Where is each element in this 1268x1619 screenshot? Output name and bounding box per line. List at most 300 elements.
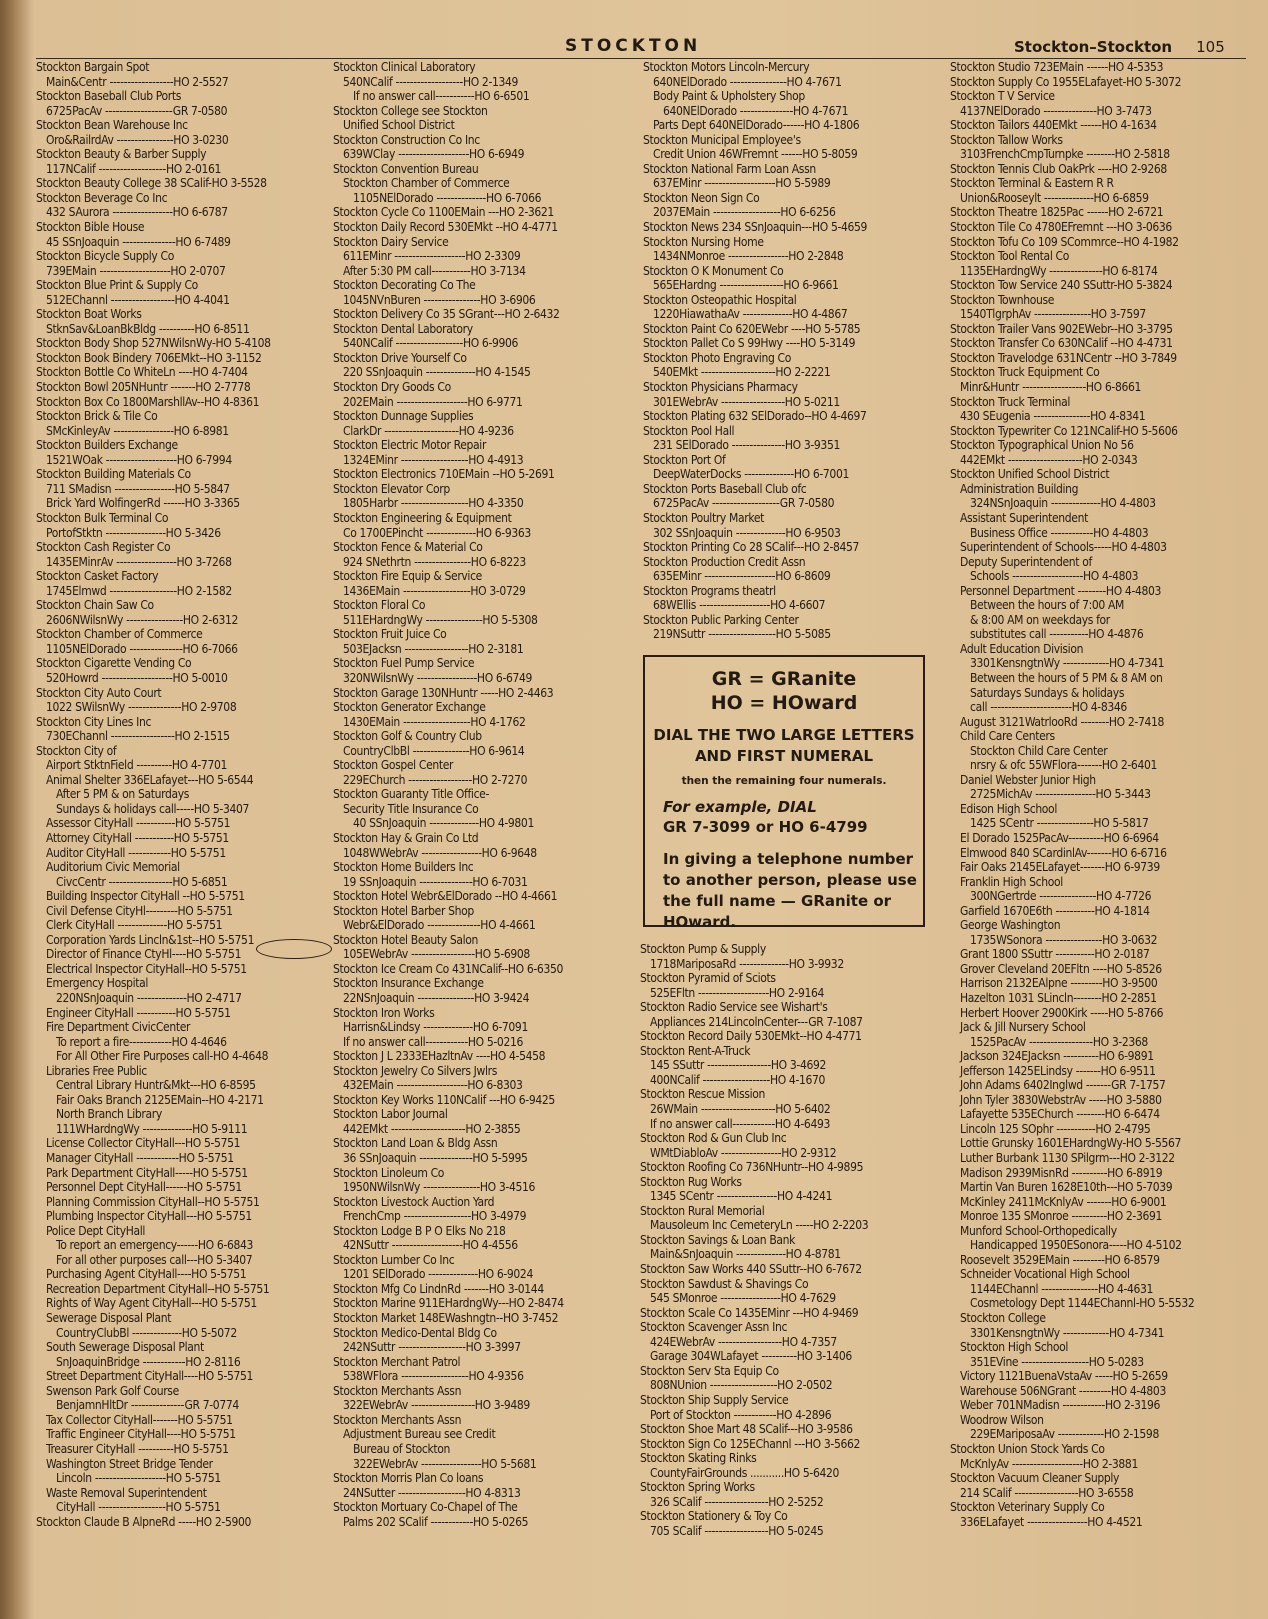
listing-line: Unified School District xyxy=(343,118,455,133)
listing-line: 326 SCalif ------------------HO 2-5252 xyxy=(650,1494,824,1509)
listing-line: Stockton Ports Baseball Club ofc xyxy=(643,481,807,496)
listing-line: Stockton Baseball Club Ports xyxy=(36,89,182,104)
listing-line: 1540TlgrphAv ----------------HO 3-7597 xyxy=(960,307,1146,322)
listing-line: Lincoln 125 SOphr -----------HO 2-4795 xyxy=(960,1121,1151,1136)
listing-line: 1135EHardngWy ---------------HO 6-8174 xyxy=(960,263,1158,278)
listing-line: Stockton Medico-Dental Bldg Co xyxy=(333,1325,497,1340)
listing-line: Personnel Dept CityHall------HO 5-5751 xyxy=(46,1180,242,1195)
listing-line: StknSav&LoanBkBldg ----------HO 6-8511 xyxy=(46,321,250,336)
listing-line: Stockton Builders Exchange xyxy=(36,438,178,453)
listing-line: Stockton Typewriter Co 121NCalif-HO 5-5606 xyxy=(950,423,1178,438)
listing-line: Stockton College xyxy=(960,1311,1046,1326)
listing-line: Fair Oaks 2145ELafayet-------HO 6-9739 xyxy=(960,860,1160,875)
listing-line: Personnel Department --------HO 4-4803 xyxy=(960,583,1162,598)
listing-line: Manager CityHall ------------HO 5-5751 xyxy=(46,1151,234,1166)
listing-line: Stockton O K Monument Co xyxy=(643,263,784,278)
listing-line: Union&Rooseylt --------------HO 6-6859 xyxy=(960,190,1149,205)
listing-line: Stockton Lumber Co Inc xyxy=(333,1252,455,1267)
listing-line: Stockton Bulk Terminal Co xyxy=(36,510,169,525)
listing-line: Stockton Iron Works xyxy=(333,1005,435,1020)
listing-line: Stockton Travelodge 631NCentr --HO 3-7849 xyxy=(950,350,1177,365)
listing-line: Purchasing Agent CityHall----HO 5-5751 xyxy=(46,1267,247,1282)
listing-line: Roosevelt 3529EMain ---------HO 6-8579 xyxy=(960,1252,1160,1267)
listing-line: Swenson Park Golf Course xyxy=(46,1383,179,1398)
listing-line: Daniel Webster Junior High xyxy=(960,772,1096,787)
listing-line: Stockton Tile Co 4780EFremnt ---HO 3-0636 xyxy=(950,220,1172,235)
listing-line: Stockton Pyramid of Sciots xyxy=(640,971,776,986)
listing-line: Stockton Serv Sta Equip Co xyxy=(640,1363,779,1378)
listing-line: 105EWebrAv ------------------HO 5-6908 xyxy=(343,947,530,962)
listing-line: Stockton Hay & Grain Co Ltd xyxy=(333,830,479,845)
listing-line: Stockton Radio Service see Wishart's xyxy=(640,1000,828,1015)
listing-line: SMcKinleyAv -----------------HO 6-8981 xyxy=(46,423,229,438)
listing-line: Stockton Supply Co 1955ELafayet-HO 5-3072 xyxy=(950,74,1182,89)
listing-line: Mausoleum Inc CemeteryLn -----HO 2-2203 xyxy=(650,1218,869,1233)
listing-line: 1525PacAv ------------------HO 3-2368 xyxy=(970,1034,1148,1049)
listing-line: Madison 2939MisnRd ----------HO 6-8919 xyxy=(960,1165,1163,1180)
listing-line: Stockton Cigarette Vending Co xyxy=(36,656,192,671)
listing-line: DeepWaterDocks --------------HO 6-7001 xyxy=(653,467,849,482)
listing-line: Stockton Municipal Employee's xyxy=(643,132,801,147)
listing-line: Stockton Merchants Assn xyxy=(333,1412,462,1427)
listing-line: Stockton J L 2333EHazltnAv ----HO 4-5458 xyxy=(333,1049,546,1064)
listing-line: Recreation Department CityHall--HO 5-5751 xyxy=(46,1281,270,1296)
listing-line: 336ELafayet -----------------HO 4-4521 xyxy=(960,1514,1143,1529)
listing-line: Jack & Jill Nursery School xyxy=(960,1020,1086,1035)
listing-line: John Tyler 3830WebstrAv -----HO 3-5880 xyxy=(960,1092,1162,1107)
listing-line: FrenchCmp -------------------HO 3-4979 xyxy=(343,1209,527,1224)
listing-line: 540NCalif -------------------HO 6-9906 xyxy=(343,336,519,351)
listing-line: Stockton Hotel Beauty Salon xyxy=(333,932,479,947)
listing-line: Stockton Rod & Gun Club Inc xyxy=(640,1131,787,1146)
listing-line: Washington Street Bridge Tender xyxy=(46,1456,213,1471)
listing-line: Stockton Pool Hall xyxy=(643,423,735,438)
listing-line: 924 SNethrtn ----------------HO 6-8223 xyxy=(343,554,526,569)
listing-line: Stockton Bicycle Supply Co xyxy=(36,249,174,264)
listing-line: 3301KensngtnWy -------------HO 4-7341 xyxy=(970,1325,1165,1340)
listing-line: 2037EMain -------------------HO 6-6256 xyxy=(653,205,836,220)
listing-line: Stockton Elevator Corp xyxy=(333,481,450,496)
listing-line: Co 1700EPincht --------------HO 6-9363 xyxy=(343,525,531,540)
listing-line: Stockton Rural Memorial xyxy=(640,1203,765,1218)
listing-line: Stockton Plating 632 SElDorado--HO 4-4697 xyxy=(643,409,867,424)
listing-line: Harrison 2132EAlpne ---------HO 3-9500 xyxy=(960,976,1158,991)
listing-line: Stockton Boat Works xyxy=(36,307,142,322)
listing-line: Libraries Free Public xyxy=(46,1063,147,1078)
listing-line: 4137NElDorado ---------------HO 3-7473 xyxy=(960,103,1152,118)
listing-line: Brick Yard WolfingerRd ------HO 3-3365 xyxy=(46,496,240,511)
section-range: Stockton–Stockton xyxy=(1014,38,1173,56)
listing-line: Business Office ------------HO 4-4803 xyxy=(970,525,1149,540)
listing-line: Park Department CityHall-----HO 5-5751 xyxy=(46,1165,248,1180)
listing-line: 1521WOak --------------------HO 6-7994 xyxy=(46,452,232,467)
listing-column-2 xyxy=(333,60,623,1529)
listing-line: Minr&Huntr ------------------HO 6-8661 xyxy=(960,380,1142,395)
listing-line: Stockton Lodge B P O Elks No 218 xyxy=(333,1223,506,1238)
listing-line: 639WClay --------------------HO 6-6949 xyxy=(343,147,525,162)
listing-line: 711 SMadisn -----------------HO 5-5847 xyxy=(46,481,230,496)
listing-line: 1022 SWilsnWy ---------------HO 2-9708 xyxy=(46,700,237,715)
listing-line: 300NGertrde ----------------HO 4-7726 xyxy=(970,889,1152,904)
listing-line: Stockton Insurance Exchange xyxy=(333,976,484,991)
listing-line: Between the hours of 5 PM & 8 AM on xyxy=(970,670,1163,685)
listing-line: McKinley 2411McKnlyAv -------HO 6-9001 xyxy=(960,1194,1167,1209)
listing-line: Stockton Labor Journal xyxy=(333,1107,448,1122)
listing-line: 808NUnion -------------------HO 2-0502 xyxy=(650,1378,833,1393)
listing-line: Stockton Pump & Supply xyxy=(640,942,766,956)
listing-line: BenjamnHltDr ---------------GR 7-0774 xyxy=(56,1398,239,1413)
listing-line: Franklin High School xyxy=(960,874,1063,889)
listing-line: Planning Commission CityHall--HO 5-5751 xyxy=(46,1194,260,1209)
listing-line: Stockton Blue Print & Supply Co xyxy=(36,278,198,293)
listing-line: Stockton Tallow Works xyxy=(950,132,1063,147)
listing-line: Stockton Sawdust & Shavings Co xyxy=(640,1276,809,1291)
listing-line: Assessor CityHall -----------HO 5-5751 xyxy=(46,816,231,831)
listing-line: 202EMain --------------------HO 6-9771 xyxy=(343,394,523,409)
listing-line: 324NSnJoaquin --------------HO 4-4803 xyxy=(970,496,1156,511)
listing-line: Stockton Mfg Co LindnRd -------HO 3-0144 xyxy=(333,1281,544,1296)
listing-line: Stockton Casket Factory xyxy=(36,569,159,584)
listing-line: Superintendent of Schools-----HO 4-4803 xyxy=(960,540,1167,555)
listing-line: Victory 1121BuenaVstaAv -----HO 5-2659 xyxy=(960,1369,1168,1384)
listing-line: 525EFltn --------------------HO 2-9164 xyxy=(650,985,825,1000)
listing-line: Animal Shelter 336ELafayet---HO 5-6544 xyxy=(46,772,254,787)
listing-line: Appliances 214LincolnCenter---GR 7-1087 xyxy=(650,1014,863,1029)
listing-line: Webr&ElDorado ---------------HO 4-4661 xyxy=(343,918,536,933)
listing-line: 242NSuttr -------------------HO 3-3997 xyxy=(343,1340,521,1355)
listing-line: 19 SSnJoaquin ---------------HO 6-7031 xyxy=(343,874,528,889)
listing-line: call -----------------------HO 4-8346 xyxy=(970,700,1127,715)
listing-line: 432EMain --------------------HO 6-8303 xyxy=(343,1078,523,1093)
notice-example-numbers: GR 7-3099 or HO 6-4799 xyxy=(663,818,868,836)
listing-line: Stockton Motors Lincoln-Mercury xyxy=(643,60,810,74)
listing-line: Garfield 1670E6th -----------HO 4-1814 xyxy=(960,903,1150,918)
listing-line: 1434NMonroe -----------------HO 2-2848 xyxy=(653,249,844,264)
listing-line: Stockton Tool Rental Co xyxy=(950,249,1069,264)
notice-granite: GR = GRanite xyxy=(711,668,857,690)
listing-line: Luther Burbank 1130 SPilgrm---HO 2-3122 xyxy=(960,1151,1175,1166)
listing-line: 3301KensngtnWy -------------HO 4-7341 xyxy=(970,656,1165,671)
listing-line: ClarkDr ---------------------HO 4-9236 xyxy=(343,423,514,438)
listing-line: Stockton Jewelry Co Silvers Jwlrs xyxy=(333,1063,498,1078)
listing-line: 36 SSnJoaquin ---------------HO 5-5995 xyxy=(343,1151,528,1166)
running-head-right xyxy=(1014,38,1225,56)
listing-line: 2725MichAv -----------------HO 5-3443 xyxy=(970,787,1151,802)
listing-line: 1105NElDorado ---------------HO 6-7066 xyxy=(46,641,238,656)
listing-line: 1045NVnBuren ----------------HO 3-6906 xyxy=(343,292,536,307)
listing-line: Stockton Brick & Tile Co xyxy=(36,409,158,424)
listing-line: Stockton City Lines Inc xyxy=(36,714,152,729)
listing-line: 40 SSnJoaquin --------------HO 4-9801 xyxy=(353,816,534,831)
binding-gutter xyxy=(0,0,34,1619)
listing-line: 302 SSnJoaquin --------------HO 6-9503 xyxy=(653,525,841,540)
listing-line: Stockton Engineering & Equipment xyxy=(333,510,512,525)
listing-line: Jefferson 1425ELindsy -------HO 6-9511 xyxy=(960,1063,1156,1078)
listing-line: Administration Building xyxy=(960,481,1079,496)
listing-line: CityHall -------------------HO 5-5751 xyxy=(56,1500,221,1515)
listing-line: License Collector CityHall---HO 5-5751 xyxy=(46,1136,241,1151)
listing-line: Stockton Daily Record 530EMkt --HO 4-4771 xyxy=(333,220,558,235)
listing-line: Stockton Vacuum Cleaner Supply xyxy=(950,1471,1120,1486)
listing-line: Stockton Tofu Co 109 SCommrce--HO 4-1982 xyxy=(950,234,1179,249)
listing-line: Garage 304WLafayet ----------HO 3-1406 xyxy=(650,1349,852,1364)
listing-line: 229EChurch ------------------HO 2-7270 xyxy=(343,772,528,787)
listing-line: 1105NElDorado --------------HO 6-7066 xyxy=(353,190,542,205)
listing-line: North Branch Library xyxy=(56,1107,162,1122)
listing-line: Waste Removal Superintendent xyxy=(46,1485,207,1500)
listing-line: Stockton Merchant Patrol xyxy=(333,1354,461,1369)
listing-line: 400NCalif -------------------HO 4-1670 xyxy=(650,1072,826,1087)
notice-example-label: For example, DIAL xyxy=(663,798,817,816)
listing-line: Stockton Bargain Spot xyxy=(36,60,150,74)
listing-line: Stockton Fuel Pump Service xyxy=(333,656,475,671)
listing-line: 538WFlora -------------------HO 4-9356 xyxy=(343,1369,524,1384)
listing-line: Stockton Bottle Co WhiteLn ----HO 4-7404 xyxy=(36,365,248,380)
listing-line: Schools --------------------HO 4-4803 xyxy=(970,569,1139,584)
listing-line: 1048WWebrAv -----------------HO 6-9648 xyxy=(343,845,537,860)
listing-line: Stockton Convention Bureau xyxy=(333,161,479,176)
listing-line: 442EMkt ---------------------HO 2-3855 xyxy=(343,1121,521,1136)
listing-line: Elmwood 840 SCardinlAv-------HO 6-6716 xyxy=(960,845,1167,860)
listing-column-4 xyxy=(950,60,1240,1529)
listing-line: 1425 SCentr ----------------HO 5-5817 xyxy=(970,816,1149,831)
listing-line: El Dorado 1525PacAv----------HO 6-6964 xyxy=(960,830,1159,845)
listing-line: Stockton Book Bindery 706EMkt--HO 3-1152 xyxy=(36,350,262,365)
listing-line: Stockton Veterinary Supply Co xyxy=(950,1500,1105,1515)
listing-line: Stockton Truck Equipment Co xyxy=(950,365,1100,380)
listing-line: Grover Cleveland 20EFltn ----HO 5-8526 xyxy=(960,961,1162,976)
listing-line: 503EJacksn ------------------HO 2-3181 xyxy=(343,641,524,656)
listing-line: Stockton Morris Plan Co loans xyxy=(333,1471,484,1486)
listing-line: Stockton Port Of xyxy=(643,452,726,467)
listing-line: Stockton Union Stock Yards Co xyxy=(950,1441,1105,1456)
listing-line: 6725PacAv -------------------GR 7-0580 xyxy=(46,103,228,118)
listing-line: George Washington xyxy=(960,918,1061,933)
listing-line: Stockton Unified School District xyxy=(950,467,1110,482)
listing-line: Stockton Terminal & Eastern R R xyxy=(950,176,1114,191)
listing-line: 511EHardngWy ----------------HO 5-5308 xyxy=(343,612,538,627)
listing-line: Stockton Ice Cream Co 431NCalif--HO 6-6350 xyxy=(333,961,564,976)
listing-line: Airport StktnField ----------HO 4-7701 xyxy=(46,758,227,773)
listing-line: 1718MariposaRd --------------HO 3-9932 xyxy=(650,956,844,971)
listing-line: Stockton Scavenger Assn Inc xyxy=(640,1320,788,1335)
listing-line: Stockton Skating Rinks xyxy=(640,1451,757,1466)
listing-line: Adjustment Bureau see Credit xyxy=(343,1427,496,1442)
listing-line: 214 SCalif ------------------HO 3-6558 xyxy=(960,1485,1134,1500)
listing-line: CivcCentr ------------------HO 5-6851 xyxy=(56,874,228,889)
listing-line: Stockton Bean Warehouse Inc xyxy=(36,118,188,133)
listing-line: 1220HiawathaAv --------------HO 4-4867 xyxy=(653,307,848,322)
listing-line: Stockton City Auto Court xyxy=(36,685,162,700)
listing-line: Stockton Building Materials Co xyxy=(36,467,191,482)
listing-line: Stockton City of xyxy=(36,743,117,758)
listing-line: nrsry & ofc 55WFlora-------HO 2-6401 xyxy=(970,758,1157,773)
listing-line: Stockton Saw Works 440 SSuttr--HO 6-7672 xyxy=(640,1262,862,1277)
page-header xyxy=(0,36,1268,58)
listing-line: 301EWebrAv ------------------HO 5-0211 xyxy=(653,394,840,409)
listing-line: Stockton Drive Yourself Co xyxy=(333,350,467,365)
listing-line: 1805Harbr -------------------HO 4-3350 xyxy=(343,496,524,511)
listing-line: 565EHardng ------------------HO 6-9661 xyxy=(653,278,839,293)
listing-line: 432 SAurora -----------------HO 6-6787 xyxy=(46,205,228,220)
listing-line: Stockton Mortuary Co-Chapel of The xyxy=(333,1500,518,1515)
listing-line: To report an emergency------HO 6-6843 xyxy=(56,1238,254,1253)
listing-line: Stockton Townhouse xyxy=(950,292,1055,307)
listing-line: Stockton Transfer Co 630NCalif --HO 4-4731 xyxy=(950,336,1173,351)
listing-column-3 xyxy=(643,60,928,642)
listing-line: Stockton Livestock Auction Yard xyxy=(333,1194,495,1209)
listing-line: Security Title Insurance Co xyxy=(343,801,479,816)
listing-line: Attorney CityHall -----------HO 5-5751 xyxy=(46,830,229,845)
listing-line: Stockton Theatre 1825Pac ------HO 2-6721 xyxy=(950,205,1164,220)
listing-line: Civil Defense CityHl---------HO 5-5751 xyxy=(46,903,233,918)
listing-line: Stockton Rent-A-Truck xyxy=(640,1043,751,1058)
listing-line: Stockton Dairy Service xyxy=(333,234,449,249)
listing-line: Stockton Guaranty Title Office- xyxy=(333,787,489,802)
listing-line: Stockton Chamber of Commerce xyxy=(36,627,203,642)
listing-line: WMtDiabloAv -----------------HO 2-9312 xyxy=(650,1145,837,1160)
listing-line: Stockton Electric Motor Repair xyxy=(333,438,487,453)
listing-line: Stockton Floral Co xyxy=(333,598,426,613)
listing-line: Central Library Huntr&Mkt---HO 6-8595 xyxy=(56,1078,256,1093)
listing-line: Stockton Beauty & Barber Supply xyxy=(36,147,207,162)
listing-line: Edison High School xyxy=(960,801,1057,816)
listing-line: Stockton Savings & Loan Bank xyxy=(640,1232,796,1247)
listing-line: Stockton Home Builders Inc xyxy=(333,860,474,875)
listing-line: Handicapped 1950ESonora-----HO 4-5102 xyxy=(970,1238,1182,1253)
listing-line: Lincoln --------------------HO 5-5751 xyxy=(56,1471,221,1486)
listing-line: Traffic Engineer CityHall----HO 5-5751 xyxy=(46,1427,236,1442)
listing-line: Martin Van Buren 1628E10th---HO 5-7039 xyxy=(960,1180,1173,1195)
listing-line: Stockton Tow Service 240 SSuttr-HO 5-3824 xyxy=(950,278,1173,293)
listing-line: Lottie Grunsky 1601EHardngWy-HO 5-5567 xyxy=(960,1136,1182,1151)
listing-line: Stockton T V Service xyxy=(950,89,1055,104)
listing-line: Stockton High School xyxy=(960,1340,1069,1355)
listing-line: 540EMkt ---------------------HO 2-2221 xyxy=(653,365,831,380)
listing-line: Stockton Golf & Country Club xyxy=(333,729,482,744)
listing-line: 730EChannl ------------------HO 2-1515 xyxy=(46,729,230,744)
listing-line: Stockton Land Loan & Bldg Assn xyxy=(333,1136,498,1151)
listing-line: If no answer call------------HO 5-0216 xyxy=(343,1034,523,1049)
listing-line: Main&Centr ------------------HO 2-5527 xyxy=(46,74,229,89)
listing-line: Child Care Centers xyxy=(960,729,1055,744)
notice-giving-2: to another person, please use xyxy=(663,871,917,889)
listing-line: Engineer CityHall -----------HO 5-5751 xyxy=(46,1005,231,1020)
listing-line: Stockton Claude B AlpneRd -----HO 2-5900 xyxy=(36,1514,252,1529)
listing-line: Stockton Scale Co 1435EMinr ---HO 4-9469 xyxy=(640,1305,859,1320)
listing-line: Assistant Superintendent xyxy=(960,510,1088,525)
listing-line: Stockton College see Stockton xyxy=(333,103,488,118)
listing-line: Cosmetology Dept 1144EChannl-HO 5-5532 xyxy=(970,1296,1195,1311)
listing-line: 231 SElDorado ---------------HO 3-9351 xyxy=(653,438,840,453)
listing-line: 1735WSonora ----------------HO 3-0632 xyxy=(970,932,1158,947)
listing-line: Stockton Chain Saw Co xyxy=(36,598,154,613)
pencil-circle-mark xyxy=(256,939,332,959)
notice-giving-3: the full name — GRanite or xyxy=(663,892,892,910)
listing-line: To report a fire------------HO 4-4646 xyxy=(56,1034,227,1049)
listing-line: Stockton Paint Co 620EWebr ----HO 5-5785 xyxy=(643,321,861,336)
listing-line: If no answer call------------HO 4-6493 xyxy=(650,1116,830,1131)
listing-line: Stockton News 234 SSnJoaquin---HO 5-4659 xyxy=(643,220,868,235)
listing-line: Stockton Pallet Co S 99Hwy ----HO 5-3149 xyxy=(643,336,856,351)
notice-giving-1: In giving a telephone number xyxy=(663,850,914,868)
listing-line: Stockton Osteopathic Hospital xyxy=(643,292,797,307)
notice-giving-4: HOward. xyxy=(663,913,737,931)
listing-line: Stockton Public Parking Center xyxy=(643,612,799,627)
listing-line: John Adams 6402Inglwd -------GR 7-1757 xyxy=(960,1078,1166,1093)
listing-line: 545 SMonroe -----------------HO 4-7629 xyxy=(650,1291,836,1306)
listing-line: Auditor CityHall ------------HO 5-5751 xyxy=(46,845,226,860)
listing-line: Stockton National Farm Loan Assn xyxy=(643,161,816,176)
listing-line: 117NCalif -------------------HO 2-0161 xyxy=(46,161,222,176)
listing-line: 635EMinr --------------------HO 6-8609 xyxy=(653,569,831,584)
listing-line: After 5 PM & on Saturdays xyxy=(56,787,190,802)
listing-line: 219NSuttr -------------------HO 5-5085 xyxy=(653,627,831,642)
listing-line: If no answer call-----------HO 6-6501 xyxy=(353,89,530,104)
listing-line: Stockton Child Care Center xyxy=(970,743,1108,758)
listing-line: 1144EChannl ----------------HO 4-4631 xyxy=(970,1281,1154,1296)
listing-line: 1345 SCentr -----------------HO 4-4241 xyxy=(650,1189,833,1204)
listing-line: Stockton Photo Engraving Co xyxy=(643,350,791,365)
listing-line: Stockton Studio 723EMain ------HO 4-5353 xyxy=(950,60,1164,74)
listing-line: Stockton Linoleum Co xyxy=(333,1165,445,1180)
listing-line: For all other purposes call---HO 5-3407 xyxy=(56,1252,253,1267)
listing-line: Grant 1800 SSuttr -----------HO 2-0187 xyxy=(960,947,1150,962)
listing-line: Bureau of Stockton xyxy=(353,1441,451,1456)
listing-line: Stockton Box Co 1800MarshllAv--HO 4-8361 xyxy=(36,394,260,409)
listing-line: Stockton Hotel Webr&ElDorado --HO 4-4661 xyxy=(333,889,558,904)
listing-line: 705 SCalif ------------------HO 5-0245 xyxy=(650,1523,824,1538)
listing-line: 1436EMain -------------------HO 3-0729 xyxy=(343,583,526,598)
listing-line: 520Howrd --------------------HO 5-0010 xyxy=(46,670,228,685)
listing-line: PortofStktn -----------------HO 5-3426 xyxy=(46,525,221,540)
listing-line: Stockton Bible House xyxy=(36,220,145,235)
listing-line: Palms 202 SCalif ------------HO 5-0265 xyxy=(343,1514,529,1529)
listing-line: Stockton Bowl 205NHuntr -------HO 2-7778 xyxy=(36,380,251,395)
listing-line: Stockton Fruit Juice Co xyxy=(333,627,447,642)
listing-line: Stockton Hotel Barber Shop xyxy=(333,903,474,918)
listing-line: Director of Finance CtyHl----HO 5-5751 xyxy=(46,947,242,962)
listing-line: Stockton Tailors 440EMkt ------HO 4-1634 xyxy=(950,118,1157,133)
listing-line: Munford School-Orthopedically xyxy=(960,1223,1117,1238)
listing-line: Between the hours of 7:00 AM xyxy=(970,598,1124,613)
listing-line: Stockton Shoe Mart 48 SCalif---HO 3-9586 xyxy=(640,1422,853,1437)
listing-line: 111WHardngWy --------------HO 5-9111 xyxy=(56,1121,248,1136)
listing-line: 1430EMain -------------------HO 4-1762 xyxy=(343,714,526,729)
listing-line: Street Department CityHall----HO 5-5751 xyxy=(46,1369,254,1384)
listing-line: Stockton Poultry Market xyxy=(643,510,765,525)
listing-line: Plumbing Inspector CityHall---HO 5-5751 xyxy=(46,1209,252,1224)
listing-line: Stockton Electronics 710EMain --HO 5-2691 xyxy=(333,467,555,482)
listing-line: 26WMain ---------------------HO 5-6402 xyxy=(650,1102,831,1117)
listing-line: Stockton Stationery & Toy Co xyxy=(640,1509,788,1524)
listing-line: 22NSnJoaquin ----------------HO 3-9424 xyxy=(343,991,530,1005)
listing-line: CountryClbBl ----------------HO 6-9614 xyxy=(343,743,525,758)
listing-line: Stockton Body Shop 527NWilsnWy-HO 5-4108 xyxy=(36,336,271,351)
listing-line: 540NCalif -------------------HO 2-1349 xyxy=(343,74,519,89)
listing-line: Stockton Production Credit Assn xyxy=(643,554,806,569)
page-number: 105 xyxy=(1196,38,1225,56)
listing-line: 430 SEugenia ----------------HO 4-8341 xyxy=(960,409,1146,424)
listing-line: 1950NWilsnWy ----------------HO 3-4516 xyxy=(343,1180,536,1195)
listing-line: Deputy Superintendent of xyxy=(960,554,1092,569)
listing-line: 640NElDorado ---------------HO 4-7671 xyxy=(663,103,849,118)
listing-line: 512EChannl ------------------HO 4-4041 xyxy=(46,292,230,307)
listing-line: Parts Dept 640NElDorado------HO 4-1806 xyxy=(653,118,860,133)
listing-line: 611EMinr --------------------HO 2-3309 xyxy=(343,249,521,264)
listing-line: 229EMariposaAv -------------HO 2-1598 xyxy=(970,1427,1159,1442)
listing-line: substitutes call -----------HO 4-4876 xyxy=(970,627,1144,642)
